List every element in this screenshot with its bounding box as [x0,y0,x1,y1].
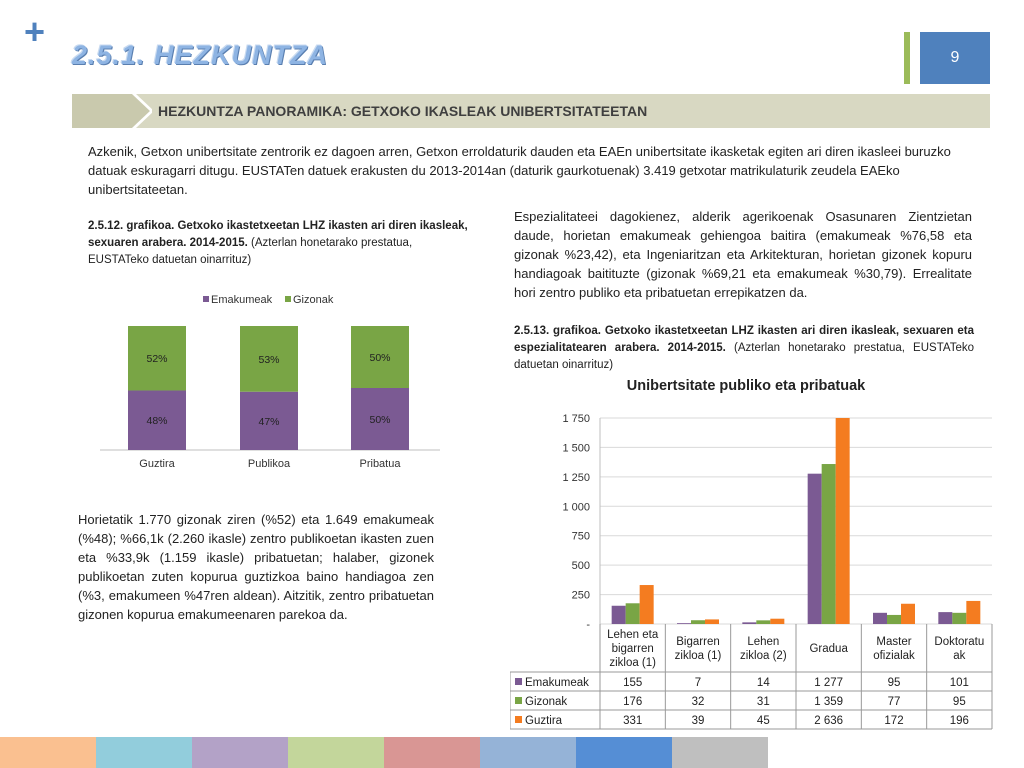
bar [770,619,784,624]
legend-swatch [203,296,209,302]
table-cell-value: 101 [949,677,969,689]
x-category-label: Doktoratu ak [934,636,985,662]
footer-block [384,737,480,768]
table-cell-value: 2 636 [814,715,844,727]
table-cell-value: 1 277 [814,677,844,689]
bar [742,622,756,624]
y-tick-label: 1 250 [562,471,590,484]
footer-block [192,737,288,768]
bar-data-label: 47% [258,415,280,428]
totals-paragraph: Horietatik 1.770 gizonak ziren (%52) eta 1.649 emakumeak (%48); %66,1k (2.260 ikasle) zentro publikoetan ikasten zuen eta %33,9k (1.159 ikasle) pribatuetan; halaber, gizonek publikoetan zuten kopurua guztizkoa baino handiagoa zen (%3, emakumeen %47ren aldean). Aitzitik, zentro pribatuetan gizonen kopurua emakumeenaren parekoa da. [78,512,434,622]
intro-paragraph: Azkenik, Getxon unibertsitate zentrorik ez dagoen arren, Getxon erroldaturik dauden eta EAEn unibertsitate ikasketak egiten ari diren ikasleei buruzko datuak eskuragarri ditugu. EUSTATen datuek erakusten du 2013-2014an (daturik gaurkotuenak) 3.419 getxotar matrikulaturik zeudela EAEko unibertsitateetan. [88,144,951,197]
series-name: Emakumeak [525,677,589,689]
series-name: Guztira [525,715,563,727]
table-cell-value: 1 359 [814,696,844,708]
bar-data-label: 48% [146,415,168,428]
table-cell-value: 331 [623,715,643,727]
x-category-label: Lehen eta bigarren zikloa (1) [607,629,659,669]
table-cell-value: 172 [884,715,904,727]
bar [677,623,691,624]
x-category-label: Lehen zikloa (2) [740,636,787,662]
banner-chevron-icon [72,94,152,128]
accent-divider [904,32,910,84]
bar [756,620,770,624]
bar [887,615,901,624]
table-cell-value: 14 [756,677,770,689]
chart2-caption [514,323,974,374]
footer-block [480,737,576,768]
footer-block [288,737,384,768]
x-category-label: Gradua [809,643,848,655]
table-cell-value: 39 [691,715,705,727]
table-cell-value: 7 [694,677,702,689]
chart1-caption-bold: 2.5.12. grafikoa. Getxoko ikastetxeetan LHZ ikasten ari diren ikasleak, sexuaren arabera. 2014-2015. [88,220,468,249]
legend-swatch [515,716,522,723]
y-tick-label: 1 000 [562,501,590,514]
bar [873,613,887,624]
legend-label: Emakumeak [211,294,273,306]
footer-block [576,737,672,768]
bar-data-label: 50% [369,414,391,426]
chart1-caption-source: (Azterlan honetarako prestatua, EUSTATeko datuetan oinarrituz) [88,237,413,266]
table-cell-value: 77 [887,696,901,708]
footer-block [96,737,192,768]
legend-swatch [515,697,522,704]
specialities-paragraph: Espezialitateei dagokienez, alderik agerikoenak Osasunaren Zientzietan daude, horietan emakumeak gehiengoa baitira (emakumeak %76,58 eta gizonak %23,42), eta Ingeniaritzan eta Arkitekturan, horietan gizonek kopuru handiagoak baitituzte (gizonak %69,21 eta emakumeak %30,79). Errealitate hori zentro publiko eta pribatuetan errepikatzen da. [514,209,972,300]
x-tick-label: Pribatua [359,458,401,470]
table-cell-value: 155 [623,677,643,689]
bar [612,606,626,624]
bar [640,585,654,624]
chart2-caption-bold: 2.5.13. grafikoa. Getxoko ikastetxeetan LHZ ikasten ari diren ikasleak, sexuaren eta espezialitatearen arabera. 2014-2015. [514,325,974,354]
bar-data-label: 52% [146,353,168,366]
table-cell-value: 95 [952,696,966,708]
bar [966,601,980,624]
legend-swatch [515,678,522,685]
bar [808,474,822,624]
x-category-label: Master ofizialak [873,636,915,662]
footer-block [672,737,768,768]
page-title: 2.5.1. HEZKUNTZA [72,40,329,70]
chart2-caption-source: (Azterlan honetarako prestatua, EUSTATeko datuetan oinarrituz) [514,342,974,371]
series-name: Gizonak [525,696,568,708]
legend-swatch [285,296,291,302]
y-tick-label: 1 750 [562,413,590,425]
chart2-title: Unibertsitate publiko eta pribatuak [626,378,866,394]
y-tick-label: 500 [571,560,590,573]
y-tick-label: - [586,619,590,631]
footer-color-strip [0,737,1024,768]
bar-data-label: 53% [258,353,280,366]
table-cell-value: 196 [949,715,969,727]
x-tick-label: Publikoa [247,458,291,470]
table-cell-value: 95 [887,677,901,689]
table-cell-value: 32 [691,696,705,708]
page-number: 9 [920,32,990,84]
university-bar-chart [510,400,995,730]
bar-data-label: 50% [369,352,391,364]
bar [836,418,850,624]
legend-label: Gizonak [293,294,334,306]
x-tick-label: Guztira [139,458,175,470]
bar [691,620,705,624]
bar [938,612,952,624]
chart1-caption [88,218,468,269]
bar [952,613,966,624]
y-tick-label: 250 [571,589,590,602]
footer-block [0,737,96,768]
bar [901,604,915,624]
bar [705,619,719,624]
table-cell-value: 45 [756,715,770,727]
plus-icon: + [24,11,46,52]
stacked-percent-chart [100,288,460,478]
y-tick-label: 1 500 [562,442,590,455]
y-tick-label: 750 [571,530,590,543]
bar [626,603,640,624]
table-cell-value: 176 [623,696,643,708]
bar [822,464,836,624]
table-cell-value: 31 [756,696,770,708]
section-banner-title: HEZKUNTZA PANORAMIKA: GETXOKO IKASLEAK UNIBERTSITATEETAN [158,103,648,119]
x-category-label: Bigarren zikloa (1) [674,636,722,662]
